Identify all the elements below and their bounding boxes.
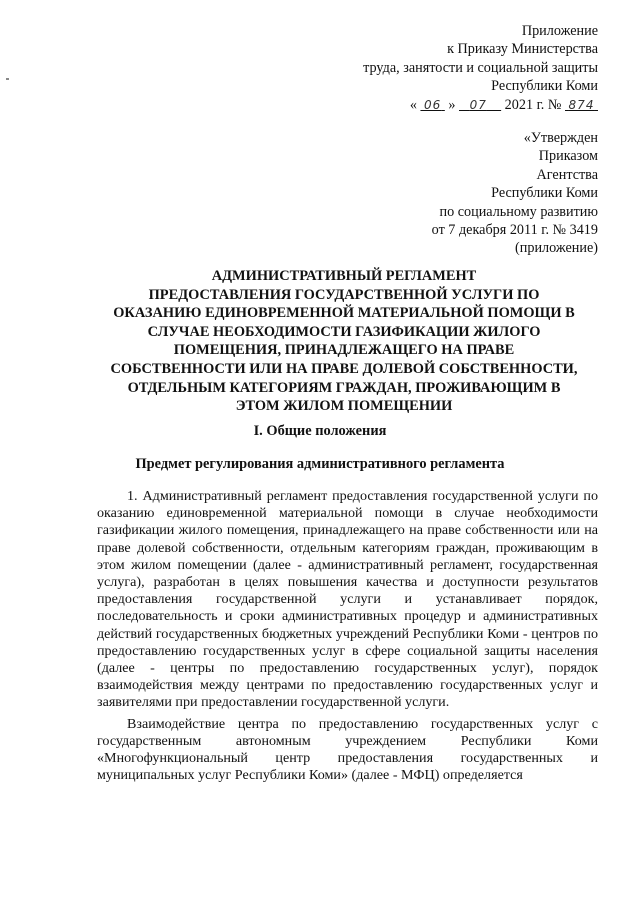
- title-line: ЭТОМ ЖИЛОМ ПОМЕЩЕНИИ: [235, 398, 453, 415]
- appendix-header: [363, 22, 598, 114]
- appendix-line: к Приказу Министерства: [447, 41, 598, 58]
- title-line: ОКАЗАНИЮ ЕДИНОВРЕМЕННОЙ МАТЕРИАЛЬНОЙ ПОМОЩИ В: [113, 305, 575, 322]
- appendix-line: труда, занятости и социальной защиты: [363, 59, 598, 76]
- title-line: ПОМЕЩЕНИЯ, ПРИНАДЛЕЖАЩЕГО НА ПРАВЕ: [173, 342, 515, 359]
- order-day: 06: [424, 97, 442, 112]
- order-date-line: « 06 » 07 2021 г. № 874: [363, 96, 598, 114]
- approval-line: Республики Коми: [491, 185, 598, 202]
- title-line: ОТДЕЛЬНЫМ КАТЕГОРИЯМ ГРАЖДАН, ПРОЖИВАЮЩИМ В: [127, 379, 561, 396]
- title-line: ПРЕДОСТАВЛЕНИЯ ГОСУДАРСТВЕННОЙ УСЛУГИ ПО: [148, 286, 540, 303]
- appendix-line: Республики Коми: [491, 78, 598, 95]
- title-line: СОБСТВЕННОСТИ ИЛИ НА ПРАВЕ ДОЛЕВОЙ СОБСТВЕННОСТИ,: [110, 360, 578, 377]
- order-month: 07: [469, 97, 487, 112]
- paragraph: Взаимодействие центра по предоставлению государственных услуг с государственным автономным учреждением Республики Коми «Многофункциональный центр предоставления государственных и муниципальных услуг Республики Коми» (далее - МФЦ) определяется: [97, 715, 598, 784]
- subsection-heading: Предмет регулирования административного регламента: [135, 456, 505, 472]
- appendix-line: Приложение: [521, 23, 598, 39]
- document-title: [90, 267, 598, 416]
- title-line: АДМИНИСТРАТИВНЫЙ РЕГЛАМЕНТ: [211, 268, 477, 284]
- paragraph: 1. Административный регламент предоставления государственной услуги по оказанию единовременной материальной помощи в случае необходимости газификации жилого помещения, принадлежащего на праве собственности или на праве долевой собственности, отдельным категориям граждан, проживающим в этом жилом помещении (далее - административный регламент, государственная услуга), разработан в целях повышения качества и доступности результатов предоставления государственной услуги и устанавливает порядок, последовательность и сроки административных процедур и административных действий государственных бюджетных учреждений Республики Коми - центров по предоставлению государственных услуг в сфере социальной защиты населения (далее - центры по предоставлению государственных услуг), порядок взаимодействия между центрами по предоставлению государственных услуг и заявителями при предоставлении государственной услуги.: [97, 488, 598, 711]
- approval-line: Приказом: [538, 148, 598, 165]
- approval-line: (приложение): [515, 240, 598, 257]
- order-year: 2021 г. №: [504, 96, 562, 113]
- approval-line: Агентства: [536, 166, 598, 183]
- scan-mark: [6, 78, 9, 80]
- title-line: СЛУЧАЕ НЕОБХОДИМОСТИ ГАЗИФИКАЦИИ ЖИЛОГО: [147, 323, 541, 340]
- order-number: 874: [568, 97, 595, 112]
- approval-line: от 7 декабря 2011 г. № 3419: [431, 222, 598, 239]
- approval-line: по социальному развитию: [439, 203, 598, 220]
- approval-block: [432, 129, 598, 258]
- section-heading: I. Общие положения: [253, 423, 387, 439]
- approval-line: «Утвержден: [523, 130, 598, 146]
- body-text: [97, 488, 598, 788]
